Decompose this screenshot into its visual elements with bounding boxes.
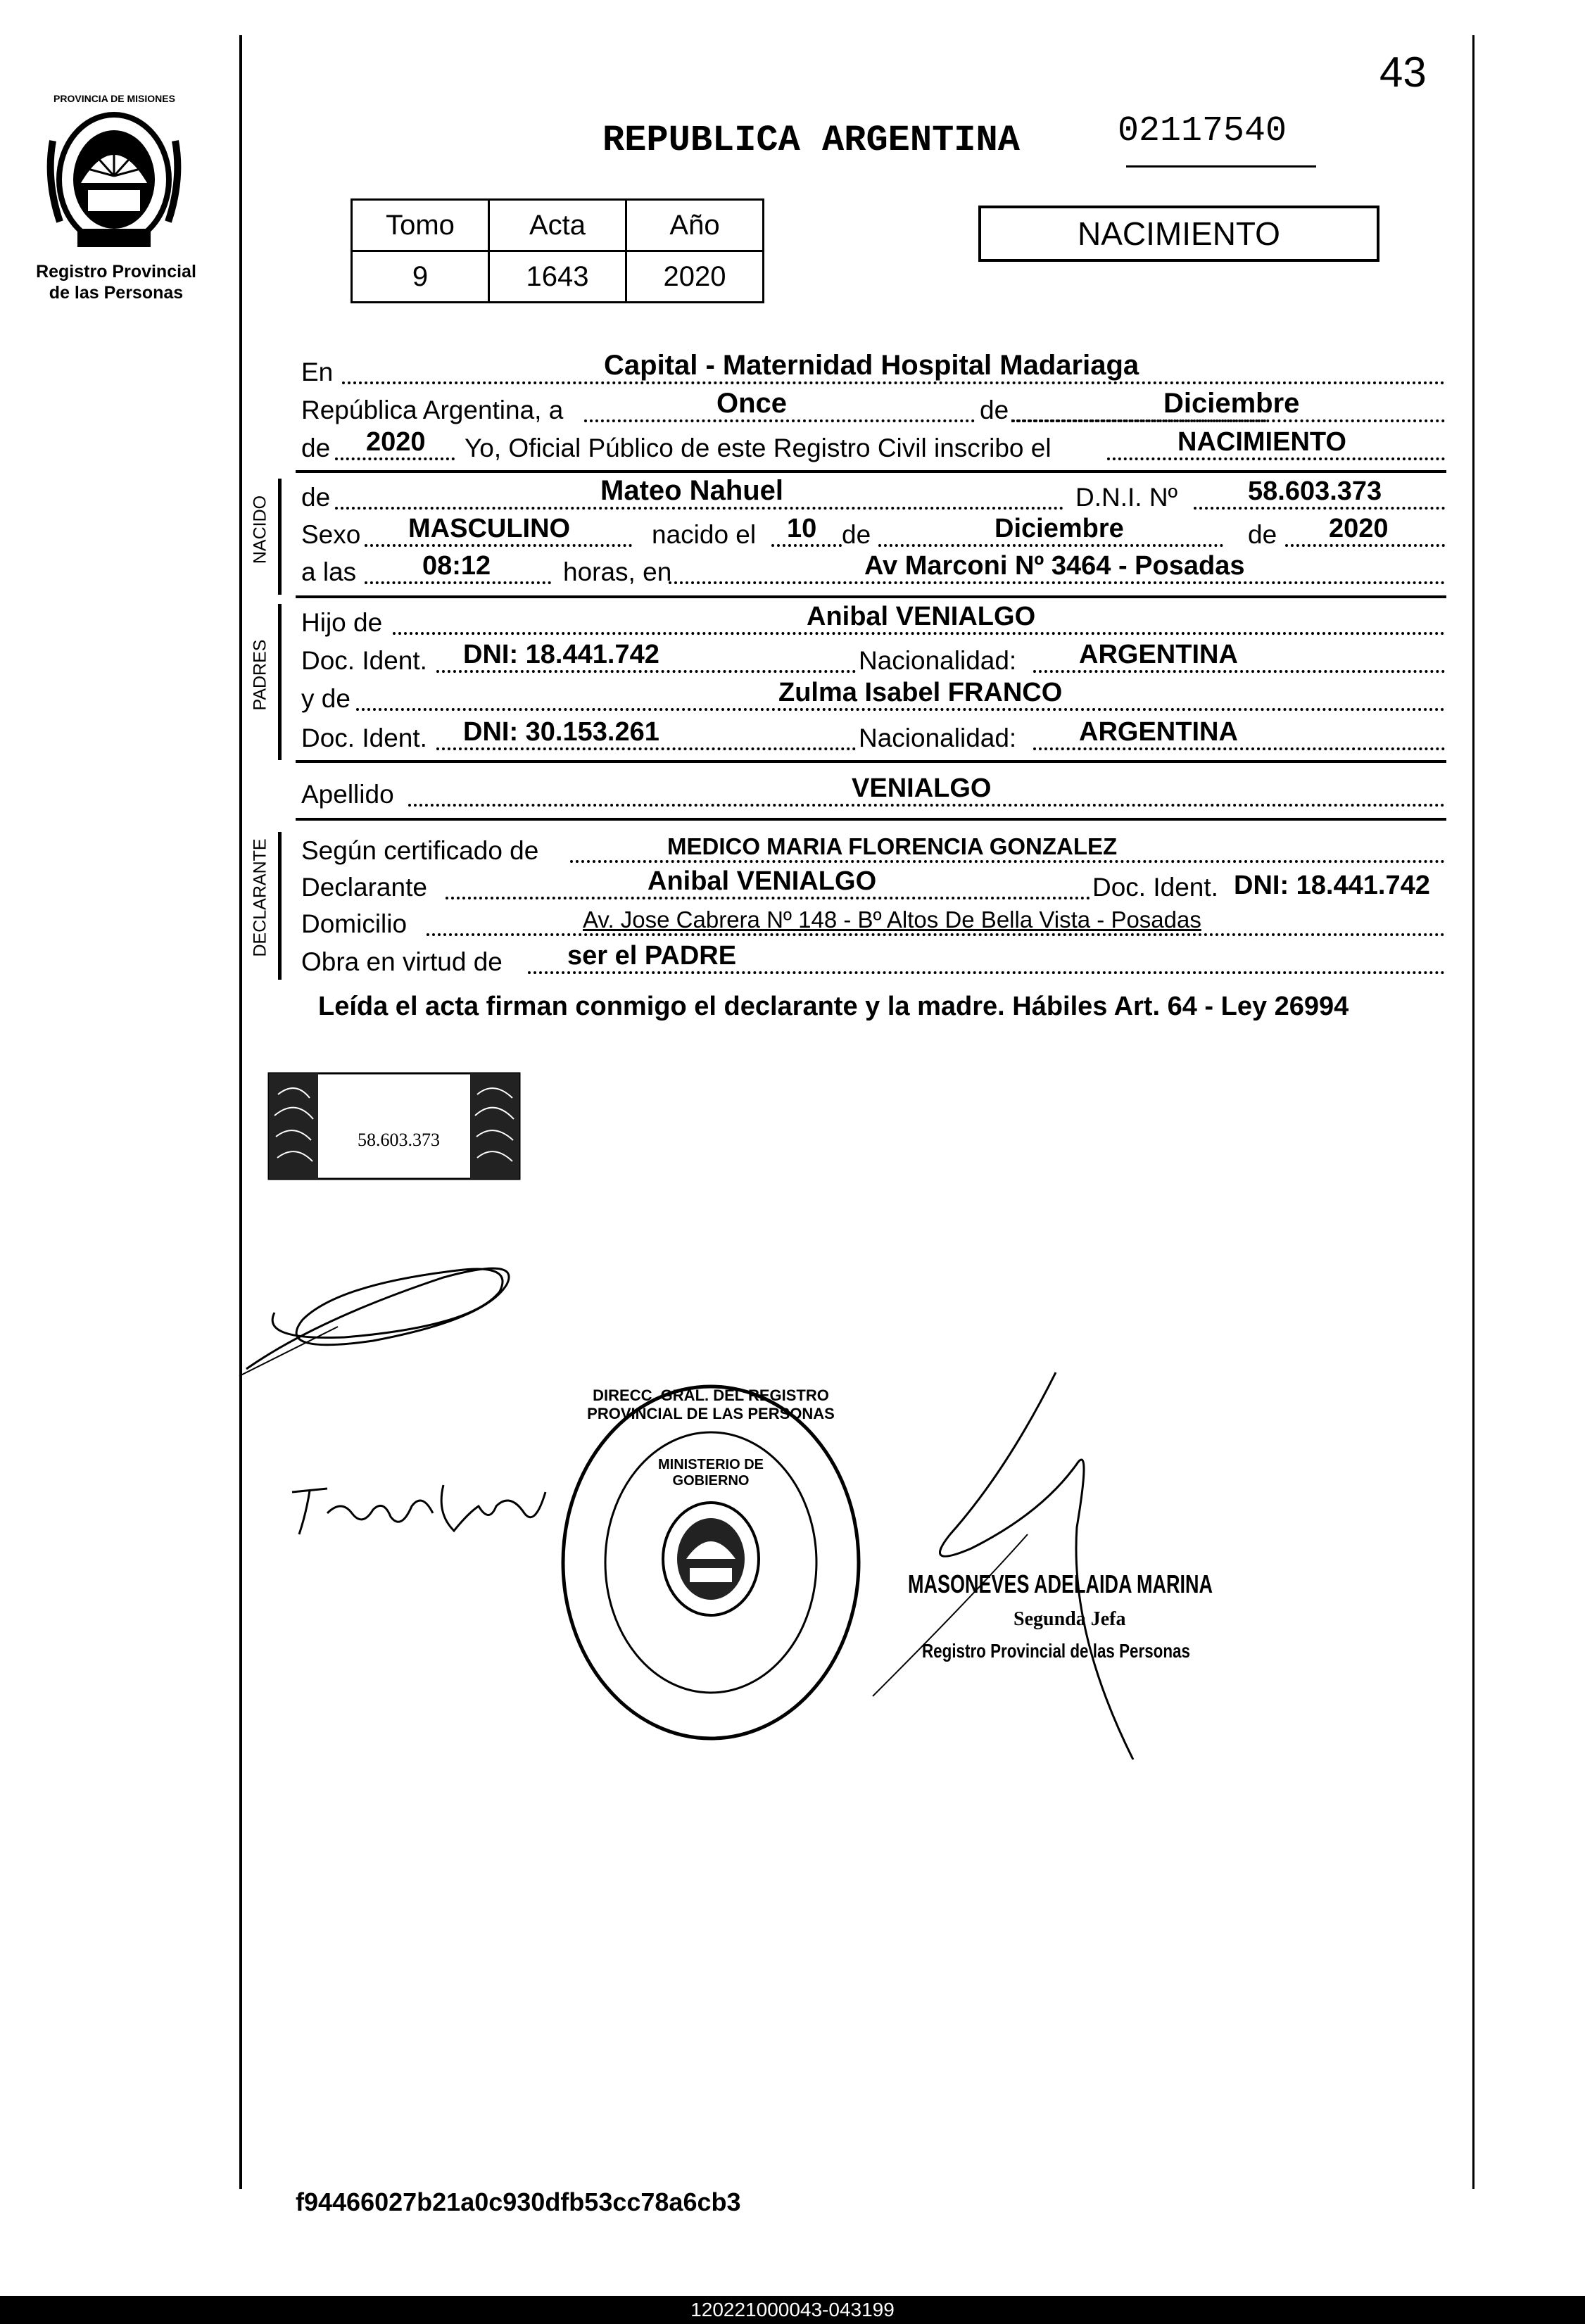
father-name-value: Anibal VENIALGO — [807, 602, 1036, 631]
year-value: 2020 — [366, 427, 426, 457]
row-obra — [301, 943, 1445, 980]
dotted-line — [528, 971, 1445, 974]
row-nombre — [301, 475, 1445, 515]
row-padre-doc — [301, 642, 1445, 678]
mother-doc-value: DNI: 30.153.261 — [463, 717, 659, 747]
sexo-label: Sexo — [301, 520, 361, 549]
row-declarante — [301, 866, 1445, 905]
doc-ident-label: Doc. Ident. — [1090, 873, 1221, 902]
dotted-line — [878, 544, 1223, 547]
official-org: Registro Provincial de las Personas — [922, 1640, 1190, 1662]
dotted-line — [570, 860, 1445, 863]
father-doc-value: DNI: 18.441.742 — [463, 640, 659, 669]
sex-value: MASCULINO — [408, 514, 571, 543]
child-dni-value: 58.603.373 — [1248, 476, 1382, 506]
closing-text: Leída el acta firman conmigo el declarante y la madre. Hábiles Art. 64 - Ley 26994 — [318, 992, 1349, 1021]
footer-bar — [0, 2296, 1585, 2324]
section-divider — [296, 760, 1446, 763]
dotted-line — [1012, 419, 1445, 422]
dotted-line — [669, 581, 1445, 584]
de-label: de — [301, 483, 331, 512]
record-type-box — [978, 206, 1379, 262]
doc-label: Doc. Ident. — [301, 724, 427, 752]
provincial-seal — [39, 93, 190, 260]
section-divider — [296, 595, 1446, 598]
official-signature — [866, 1365, 1161, 1760]
birth-day-value: 10 — [787, 514, 817, 543]
dotted-line — [356, 708, 1445, 711]
page-number: 43 — [1379, 49, 1427, 96]
section-bar-padres — [278, 604, 282, 760]
dotted-line — [365, 581, 551, 584]
left-margin-line — [239, 35, 242, 2189]
record-type-label: NACIMIENTO — [1078, 215, 1280, 252]
record-kind-value: NACIMIENTO — [1177, 427, 1346, 457]
de-label: de — [1248, 520, 1277, 549]
child-name-value: Mateo Nahuel — [600, 475, 784, 506]
horas-label: horas, en — [563, 557, 672, 586]
table-header: Acta — [489, 200, 626, 251]
dni-label: D.N.I. Nº — [1075, 483, 1178, 512]
dotted-line — [335, 457, 455, 460]
seal-caption-line-1: Registro Provincial — [36, 262, 196, 282]
section-divider — [296, 818, 1446, 821]
nacido-label: nacido el — [652, 520, 757, 549]
side-label-nacido: NACIDO — [250, 495, 270, 564]
apellido-label: Apellido — [301, 780, 394, 809]
row-segun — [301, 832, 1445, 869]
serial-underline — [1126, 165, 1316, 168]
dotted-line — [342, 381, 1445, 384]
declarante-label: Declarante — [301, 873, 427, 902]
dotted-line — [1033, 670, 1445, 673]
yde-label: y de — [301, 684, 351, 713]
nacionalidad-label: Nacionalidad: — [856, 646, 1019, 676]
doc-label: Doc. Ident. — [301, 646, 427, 675]
footer-code: 120221000043-043199 — [690, 2299, 895, 2320]
obra-value: ser el PADRE — [567, 941, 737, 971]
dotted-line — [1285, 544, 1445, 547]
de-label: de — [977, 396, 1011, 425]
domicilio-label: Domicilio — [301, 909, 408, 938]
birth-month-value: Diciembre — [994, 514, 1124, 543]
row-en — [301, 350, 1445, 390]
fingerprint-box — [267, 1066, 521, 1182]
de-label: de — [842, 520, 871, 549]
document-hash: f94466027b21a0c930dfb53cc78a6cb3 — [296, 2187, 741, 2216]
en-label: En — [301, 358, 334, 386]
table-header: Tomo — [352, 200, 489, 251]
row-sexo — [301, 516, 1445, 552]
row-padre — [301, 604, 1445, 640]
dotted-line — [408, 804, 1445, 807]
dotted-line — [1033, 747, 1445, 750]
right-margin-line — [1472, 35, 1475, 2189]
table-cell: 9 — [352, 251, 489, 303]
dotted-line — [1107, 457, 1445, 460]
table-cell: 1643 — [489, 251, 626, 303]
declarant-signature — [232, 1235, 528, 1376]
side-label-declarante: DECLARANTE — [250, 838, 270, 957]
de-label: de — [301, 434, 331, 462]
serial-number: 02117540 — [1118, 111, 1287, 151]
official-name: MASONEVES ADELAIDA MARINA — [908, 1570, 1213, 1598]
dotted-line — [365, 544, 632, 547]
mother-nationality-value: ARGENTINA — [1079, 717, 1238, 747]
official-role: Segunda Jefa — [1013, 1608, 1126, 1630]
table-header: Año — [626, 200, 764, 251]
address-value: Av. Jose Cabrera Nº 148 - Bº Altos De Bella Vista - Posadas — [583, 907, 1201, 933]
row-domicilio — [301, 905, 1445, 942]
republica-label: República Argentina, a — [301, 396, 564, 424]
mother-name-value: Zulma Isabel FRANCO — [778, 678, 1063, 707]
dotted-line — [335, 507, 1063, 510]
dotted-line — [1194, 507, 1445, 510]
section-bar-declarante — [278, 832, 282, 980]
surname-value: VENIALGO — [852, 773, 992, 803]
en-value: Capital - Maternidad Hospital Madariaga — [604, 350, 1139, 381]
month-value: Diciembre — [1163, 388, 1300, 419]
hijo-label: Hijo de — [301, 608, 383, 637]
day-value: Once — [716, 388, 788, 419]
dotted-line — [771, 544, 842, 547]
alas-label: a las — [301, 557, 357, 586]
row-apellido — [301, 773, 1445, 812]
dotted-line — [393, 632, 1445, 635]
dotted-line — [427, 933, 1445, 936]
birth-time-value: 08:12 — [422, 551, 491, 581]
page-title: REPUBLICA ARGENTINA — [602, 120, 1020, 161]
stamp-ring-text: DIRECC. GRAL. DEL REGISTRO PROVINCIAL DE LAS PERSONAS — [587, 1387, 835, 1422]
nacionalidad-label: Nacionalidad: — [856, 724, 1019, 753]
record-table — [351, 198, 764, 303]
section-divider — [296, 470, 1446, 473]
declarant-name-value: Anibal VENIALGO — [648, 866, 877, 896]
obra-label: Obra en virtud de — [301, 947, 503, 976]
row-oficial — [301, 429, 1445, 466]
row-republica — [301, 388, 1445, 428]
row-hora — [301, 553, 1445, 590]
segun-label: Según certificado de — [301, 836, 539, 865]
father-nationality-value: ARGENTINA — [1079, 640, 1238, 669]
official-stamp — [556, 1379, 866, 1745]
row-madre-doc — [301, 719, 1445, 756]
seal-caption-line-2: de las Personas — [49, 283, 184, 303]
mother-signature — [285, 1464, 552, 1548]
table-cell: 2020 — [626, 251, 764, 303]
section-bar-nacido — [278, 479, 282, 595]
certificate-value: MEDICO MARIA FLORENCIA GONZALEZ — [667, 833, 1118, 859]
side-label-padres: PADRES — [250, 639, 270, 711]
seal-ring-text: PROVINCIA DE MISIONES — [53, 93, 175, 104]
row-madre — [301, 680, 1445, 716]
birth-place-value: Av Marconi Nº 3464 - Posadas — [864, 551, 1245, 581]
stamp-inner-text: MINISTERIO DE GOBIERNO — [657, 1457, 764, 1489]
birth-year-value: 2020 — [1329, 514, 1389, 543]
oficial-text: Yo, Oficial Público de este Registro Civil inscribo el — [465, 434, 1052, 462]
declarant-doc-value: DNI: 18.441.742 — [1234, 871, 1430, 900]
fingerprint-dni: 58.603.373 — [358, 1130, 440, 1150]
